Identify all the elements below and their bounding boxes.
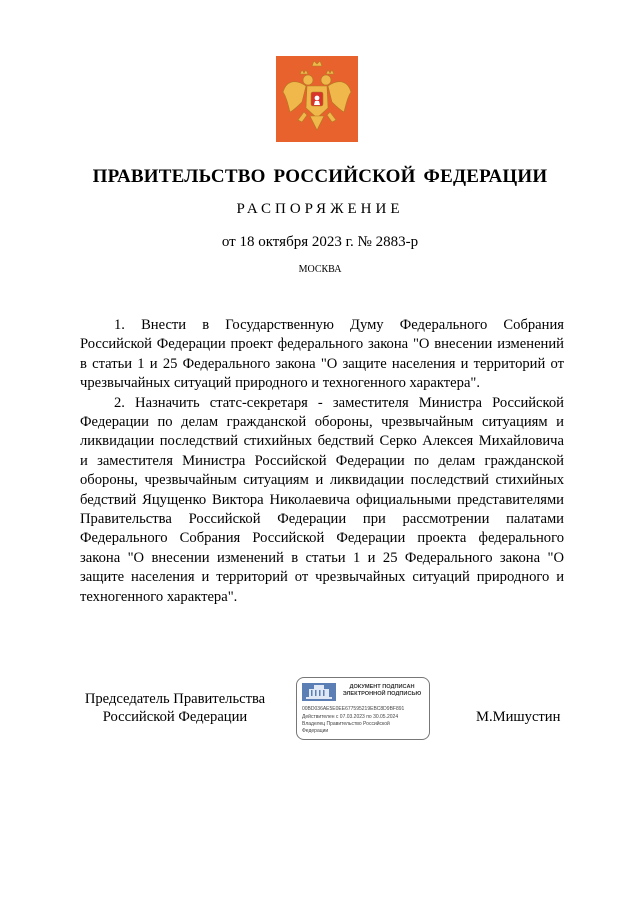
document-city: МОСКВА <box>298 264 342 275</box>
russian-coat-of-arms-icon <box>276 56 358 142</box>
paragraph-item-1: 1. Внести в Государственную Думу Федерального Собрания Российской Федерации проект федерального закона "О внесении изменений в статьи 1 и 25 Федерального закона "О защите населения и территорий от чрезвычайных ситуаций природного и техногенного характера". <box>80 317 564 392</box>
stamp-owner-line-1: Владелец Правительство Российской <box>302 721 390 727</box>
stamp-validity: Действителен с 07.03.2023 по 30.05.2024 <box>302 714 399 720</box>
stamp-title-line-1: ДОКУМЕНТ ПОДПИСАН <box>349 684 415 690</box>
document-date-number: от 18 октября 2023 г. № 2883-р <box>221 234 419 250</box>
government-building-icon <box>302 683 336 701</box>
electronic-signature-stamp <box>296 677 430 740</box>
stamp-certificate: 00BD036AE5E0EE677595219EBC8D9BF891 <box>302 706 405 712</box>
position-line-2: Российской Федерации <box>102 709 248 725</box>
government-title: ПРАВИТЕЛЬСТВО РОССИЙСКОЙ ФЕДЕРАЦИИ <box>92 166 548 187</box>
signatory-name: М.Мишустин <box>476 709 561 725</box>
signatory-position <box>72 690 278 726</box>
coat-of-arms <box>276 56 358 142</box>
stamp-owner-line-2: Федерации <box>302 728 329 734</box>
position-line-1: Председатель Правительства <box>84 691 266 707</box>
stamp-title <box>337 684 427 698</box>
stamp-title-line-2: ЭЛЕКТРОННОЙ ПОДПИСЬЮ <box>342 691 422 697</box>
document-type: РАСПОРЯЖЕНИЕ <box>236 201 404 217</box>
paragraph-item-2: 2. Назначить статс-секретаря - заместителя Министра Российской Федерации по делам гражданской обороны, чрезвычайным ситуациям и ликвидации последствий стихийных бедствий Серко Алексея Михайловича и заместителя Министра Российской Федерации по делам гражданской обороны, чрезвычайным ситуациям и ликвидации последствий стихийных бедствий Яцущенко Виктора Николаевича официальными представителями Правительства Российской Федерации при рассмотрении палатами Федерального Собрания Российской Федерации проекта федерального закона "О внесении изменений в статьи 1 и 25 Федерального закона "О защите населения и территорий от чрезвычайных ситуаций природного и техногенного характера". <box>80 394 564 605</box>
document-body <box>80 316 564 607</box>
